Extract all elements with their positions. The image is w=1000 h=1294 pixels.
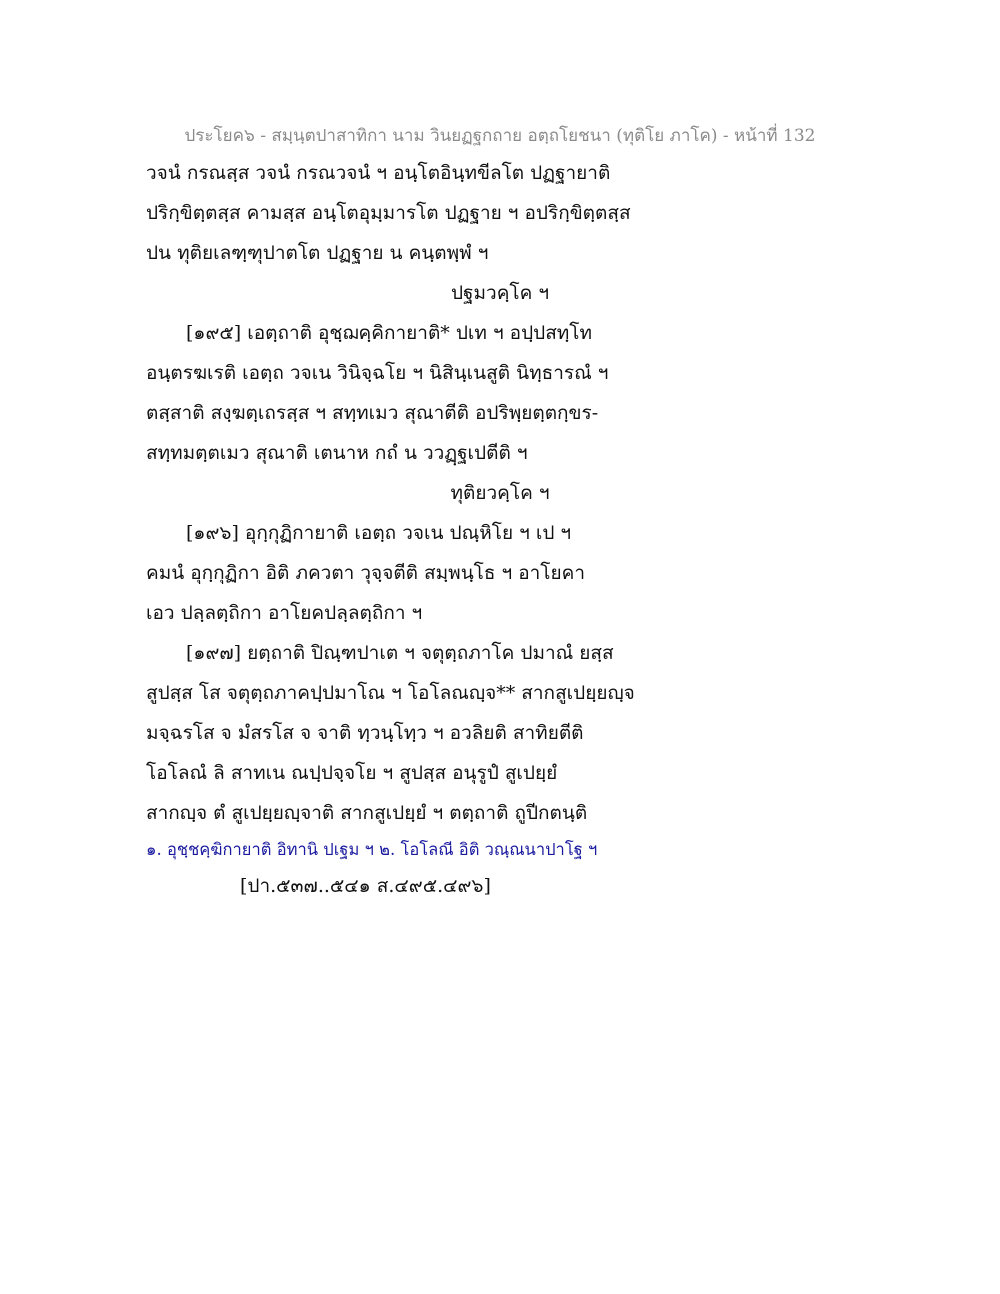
page-header: ประโยค๖ - สมฺนฺตปาสาทิกา นาม วินยฏฐกถาย อตฺถโยชนา (ทุติโย ภาโค) - หน้าที่ 132 xyxy=(184,126,816,146)
section-title: ทุติยวคฺโค ฯ xyxy=(450,482,550,504)
page-reference: [ปา.๕๓๗..๕๔๑ ส.๔๙๕.๔๙๖] xyxy=(240,875,491,897)
text-line: เอว ปลฺลตฺถิกา อาโยคปลฺลตฺถิกา ฯ xyxy=(146,602,423,624)
text-line: โอโลณํ ลิ สาทเน ณปฺปจฺจโย ฯ สูปสฺส อนุรูปํ สูเปยฺยํ xyxy=(146,762,558,784)
footnote: ๑. อุชฺชคฺฆิกายาติ อิทานิ ปเฐม ฯ ๒. โอโลณี อิติ วณฺณนาปาโฐ ฯ xyxy=(146,840,598,859)
text-line: สากญฺจ ตํ สูเปยฺยญฺจาติ สากสูเปยฺยํ ฯ ตตฺถาติ ถูปีกตนฺติ xyxy=(146,802,588,824)
text-line: วจนํ กรณสฺส วจนํ กรณวจนํ ฯ อนฺโตอินฺทขีลโต ปฏฐายาติ xyxy=(146,162,611,184)
text-line: ปริกฺขิตฺตสฺส คามสฺส อนฺโตอุมฺมารโต ปฏฐาย ฯ อปริกฺขิตฺตสฺส xyxy=(146,202,631,224)
text-line: ตสฺสาติ สงฺฆตฺเถรสฺส ฯ สทฺทเมว สุณาตีติ อปริพฺยตฺตกฺขร- xyxy=(146,402,599,424)
text-line: อนฺตรฆเรติ เอตฺถ วจเน วินิจฺฉโย ฯ นิสินฺเนสูติ นิทฺธารณํ ฯ xyxy=(146,362,609,384)
text-line: สูปสฺส โส จตุตฺถภาคปฺปมาโณ ฯ โอโลณญฺจ** สากสูเปยฺยญฺจ xyxy=(146,682,635,704)
text-line: ปน ทุติยเลฑฺฑุปาตโต ปฏฐาย น คนฺตพฺพํ ฯ xyxy=(146,242,489,264)
paragraph-start: [๑๙๕] เอตฺถาติ อุชฺฌคฺคิกายาติ* ปเท ฯ อปฺปสทฺโท xyxy=(186,322,593,344)
section-title: ปฐมวคฺโค ฯ xyxy=(450,282,550,304)
paragraph-start: [๑๙๗] ยตฺถาติ ปิณฺฑปาเต ฯ จตุตฺถภาโค ปมาณํ ยสฺส xyxy=(186,642,614,664)
text-line: สทฺทมตฺตเมว สุณาติ เตนาห กถํ น ววฏฺฐเปตีติ ฯ xyxy=(146,442,528,464)
text-line: คมนํ อุกฺกุฏิกา อิติ ภควตา วุจฺจตีติ สมฺพนฺโธ ฯ อาโยคา xyxy=(146,562,586,584)
paragraph-start: [๑๙๖] อุกฺกุฏิกายาติ เอตฺถ วจเน ปณฺหิโย ฯ เป ฯ xyxy=(186,522,572,544)
text-line: มจฺฉรโส จ มํสรโส จ จาติ ทฺวนฺโทฺว ฯ อวลิยติ สาทิยตีติ xyxy=(146,722,584,744)
